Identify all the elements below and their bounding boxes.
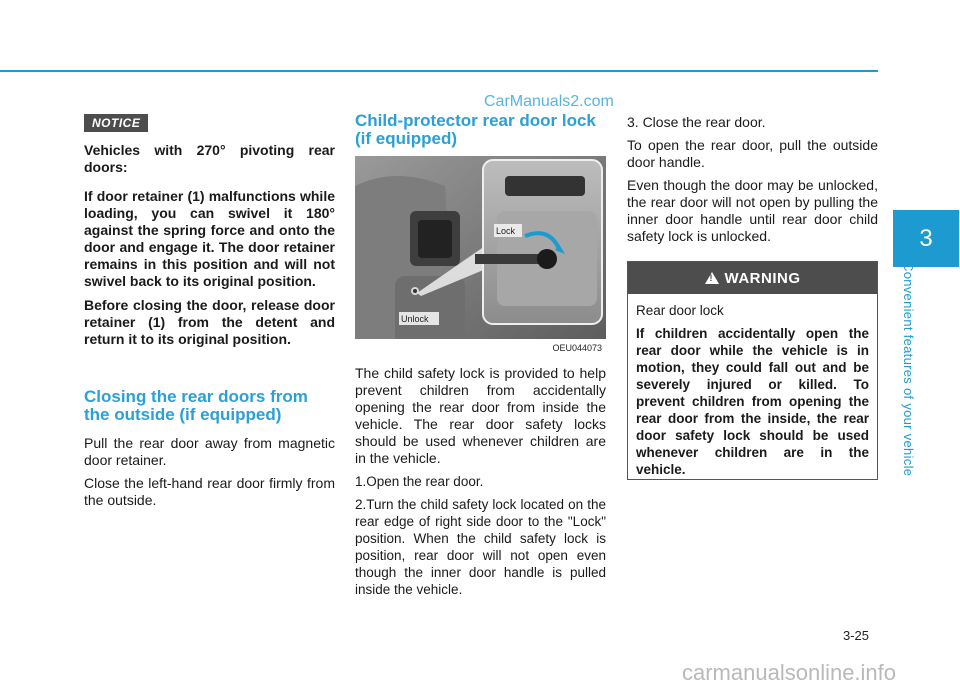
page-number: 3-25 [843,628,870,643]
closing-paragraph-2: Close the left-hand rear door firmly from the outside. [84,475,335,508]
lock-label: Lock [496,226,516,236]
watermark-top: CarManuals2.com [484,93,614,110]
unlocked-paragraph: Even though the door may be unlocked, the rear door will not open by pulling the inner door handle until rear door child safety lock is unlocked. [627,177,878,244]
step-2: 2.Turn the child safety lock located on the rear edge of right side door to the "Lock" position. When the child safety lock is position, rear door will not open even though the inner door handle is pulled inside the vehicle. [355,497,606,597]
open-rear-door-paragraph: To open the rear door, pull the outside door handle. [627,137,878,170]
warning-box [627,261,878,480]
notice-content [84,142,335,348]
warning-label: WARNING [724,269,801,287]
top-rule [0,70,878,72]
warning-header [628,262,877,294]
warning-body [628,294,877,478]
warning-icon [705,272,719,284]
notice-paragraph-3: Before closing the door, release door retainer (1) from the detent and return it to its original position. [84,297,335,347]
notice-badge: NOTICE [84,114,148,132]
section-closing-rear-doors [84,388,335,509]
section-heading-child-protector: Child-protector rear door lock (if equipped) [355,111,596,148]
figure-code: OEU044073 [552,343,602,353]
step-3: 3. Close the rear door. [627,114,766,130]
closing-paragraph-1: Pull the rear door away from magnetic door retainer. [84,435,335,468]
section-child-protector [355,112,606,148]
child-lock-paragraph: The child safety lock is provided to help prevent children from accidentally opening the rear door from inside the vehicle. The rear door safety locks should be used whenever children are in the vehicle. [355,365,606,466]
watermark-bottom: carmanualsonline.info [682,660,897,685]
chapter-tab: 3 [893,210,959,267]
warning-title: Rear door lock [636,303,724,318]
notice-paragraph-2: If door retainer (1) malfunctions while loading, you can swivel it 180° against the spring force and onto the door and engage it. The door retainer remains in this position and will not swivel back to its original position. [84,188,335,289]
child-lock-figure [355,156,606,355]
notice-paragraph-1: Vehicles with 270° pivoting rear doors: [84,142,335,175]
chapter-title: Convenient features of your vehicle [901,262,916,477]
warning-text: If children accidentally open the rear door while the vehicle is in motion, they could fall out and be severely injured or killed. To prevent children from opening the rear door from the inside, the rear door safety lock should be used whenever children are in the vehicle. [636,326,869,477]
chapter-title-vertical [902,262,920,492]
section-heading-closing: Closing the rear doors from the outside (if equipped) [84,387,308,424]
column-3-text [627,114,878,245]
unlock-label: Unlock [401,314,429,324]
child-lock-text [355,365,606,598]
child-lock-illustration [355,156,606,355]
step-1: 1.Open the rear door. [355,474,484,489]
